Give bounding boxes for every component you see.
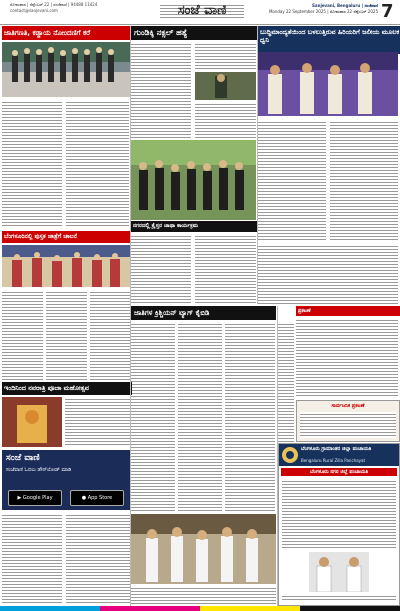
zp-header: [279, 444, 399, 466]
article-text-bottom-left-b: [66, 513, 130, 603]
google-play-label: Google Play: [22, 495, 53, 501]
emblem-icon: [281, 446, 299, 464]
zp-officials-photo: [309, 552, 369, 592]
contact-email: contact@sanjevani.com: [10, 8, 58, 13]
zp-notice-band: ಬೆಂಗಳೂರು ನಗರ ಜಿಲ್ಲೆ ಪಂಚಾಯತಿ: [281, 468, 397, 476]
notice-title: ಸಾರ್ವಜನಿಕ ಪ್ರಕಟಣೆ: [331, 403, 365, 409]
zp-footer-text: [282, 594, 396, 602]
navaratri-photo: [2, 397, 62, 447]
article-text-dementia-a: [258, 120, 326, 240]
article-text-book-c: [90, 290, 130, 380]
article-text-naxal-b: [195, 42, 256, 70]
headline-christian-tag: ಜಾತಿಗಳ ಕ್ರಿಶ್ಚಿಯನ್ ಟ್ಯಾಗ್ ಕೈಬಿಡಿ: [131, 306, 276, 320]
edition-name: Sanjevani, Bengaluru | ಸಂಜೆವಾಣಿ: [312, 3, 378, 8]
edition-meta: [258, 3, 378, 15]
bottom-middle-photo: [131, 514, 276, 584]
play-icon: ▶: [17, 495, 22, 501]
article-text-bottom-left-a: [2, 513, 62, 603]
print-color-bar: [0, 606, 400, 611]
article-text-naxal-c: [195, 102, 256, 138]
app-ad-brand: ಸಂಜೆ ವಾಣಿ: [6, 453, 40, 463]
headline-navaratri: ಇಂದಿನಿಂದ ನವರಾತ್ರಿ ಪೂಜಾ ಮಹೋತ್ಸವ: [2, 382, 132, 395]
notice-text: [300, 412, 396, 438]
page-header: [0, 0, 400, 25]
article-text-right-mid: [258, 244, 398, 304]
google-play-badge[interactable]: [8, 490, 62, 506]
article-text-right-brief: [296, 318, 398, 398]
column-rule: [277, 306, 278, 606]
article-text-tag-a: [131, 322, 175, 512]
photo-caption-bottom: [131, 586, 276, 604]
headline-right-brief: ಪ್ರಕಟಣೆ: [296, 306, 400, 316]
article-text-dementia-b: [330, 120, 398, 240]
article-text-tag-c: [225, 322, 275, 512]
article-text-book-b: [46, 290, 87, 380]
headline-christian-rally: ನಗರದಲ್ಲಿ ಕ್ರೈಸ್ತರ ಜಾಥಾ ಕಾರ್ಯಕ್ರಮ: [131, 221, 258, 232]
app-download-ad: [2, 450, 130, 510]
app-ad-text: ಸಂಜೆವಾಣಿ ಓದಲು ಡೌನ್‌ಲೋಡ್ ಮಾಡಿ: [6, 467, 72, 473]
headline-caste-census: ಜಾತಿಗಣತಿ, ಕಡ್ಡಾಯ ನೋಂದಣಿಗೆ ಕರೆ: [2, 26, 130, 40]
article-text-col1b: [66, 100, 129, 228]
article-text-navaratri: [65, 397, 130, 447]
column-rule: [257, 26, 258, 304]
event-photo-top-left: [2, 42, 130, 97]
article-text-rally-b: [195, 234, 256, 304]
dementia-event-photo: [258, 52, 398, 116]
masthead-logo: [160, 1, 244, 23]
headline-book-fair: ಬೆಂಗಳೂರಿನಲ್ಲಿ ಪುಸ್ತಕ ಜಾತ್ರೆಗೆ ಚಾಲನೆ: [2, 231, 130, 243]
zp-subtitle: Bengaluru Rural Zilla Panchayat: [301, 458, 366, 463]
masthead-brand: ಸಂಜೆ ವಾಣಿ: [160, 3, 244, 18]
headline-dementia: ಬುದ್ಧಿಮಾಂದ್ಯತೆಯಿಂದ ಬಳಲುತ್ತಿರುವ ಹಿರಿಯರಿಗೆ ಜಲೀಯ ಮೂಲಕ ಧ್ವನಿ: [258, 26, 400, 54]
article-text-naxal-a: [131, 42, 191, 138]
article-text-col1a: [2, 100, 62, 228]
naxal-photo: [195, 72, 256, 100]
headline-naxal: ಗುಂಡಿಕ್ಕಿ ನಕ್ಸಲ್ ಹತ್ಯೆ: [131, 26, 259, 40]
app-store-label: App Store: [87, 495, 113, 501]
zp-title: ಬೆಂಗಳೂರು ಗ್ರಾಮಾಂತರ ಜಿಲ್ಲಾ ಪಂಚಾಯತಿ: [301, 446, 372, 452]
column-rule: [130, 26, 131, 606]
app-store-badge[interactable]: [70, 490, 124, 506]
crowd-photo: [131, 140, 256, 220]
zilla-panchayat-ad: [278, 443, 400, 606]
apple-icon: ●: [81, 495, 87, 501]
zp-notice-text: [282, 479, 396, 549]
article-text-rally-a: [131, 234, 191, 304]
issue-date: Monday 22 September 2025 | ಸೋಮವಾರ 22 ಸೆಪ್ಟೆಂಬರ್ 2025: [268, 9, 378, 14]
page-number: 7: [381, 1, 394, 22]
notice-box: [296, 400, 400, 442]
article-text-book-a: [2, 290, 43, 380]
contact-line: ಸೋಮವಾರ | ಸೆಪ್ಟೆಂಬರ್ 22 | ಸಂಜೆವಾಣಿ | 94488 11424: [10, 2, 98, 7]
book-fair-photo: [2, 245, 130, 287]
article-text-tag-b: [178, 322, 222, 512]
